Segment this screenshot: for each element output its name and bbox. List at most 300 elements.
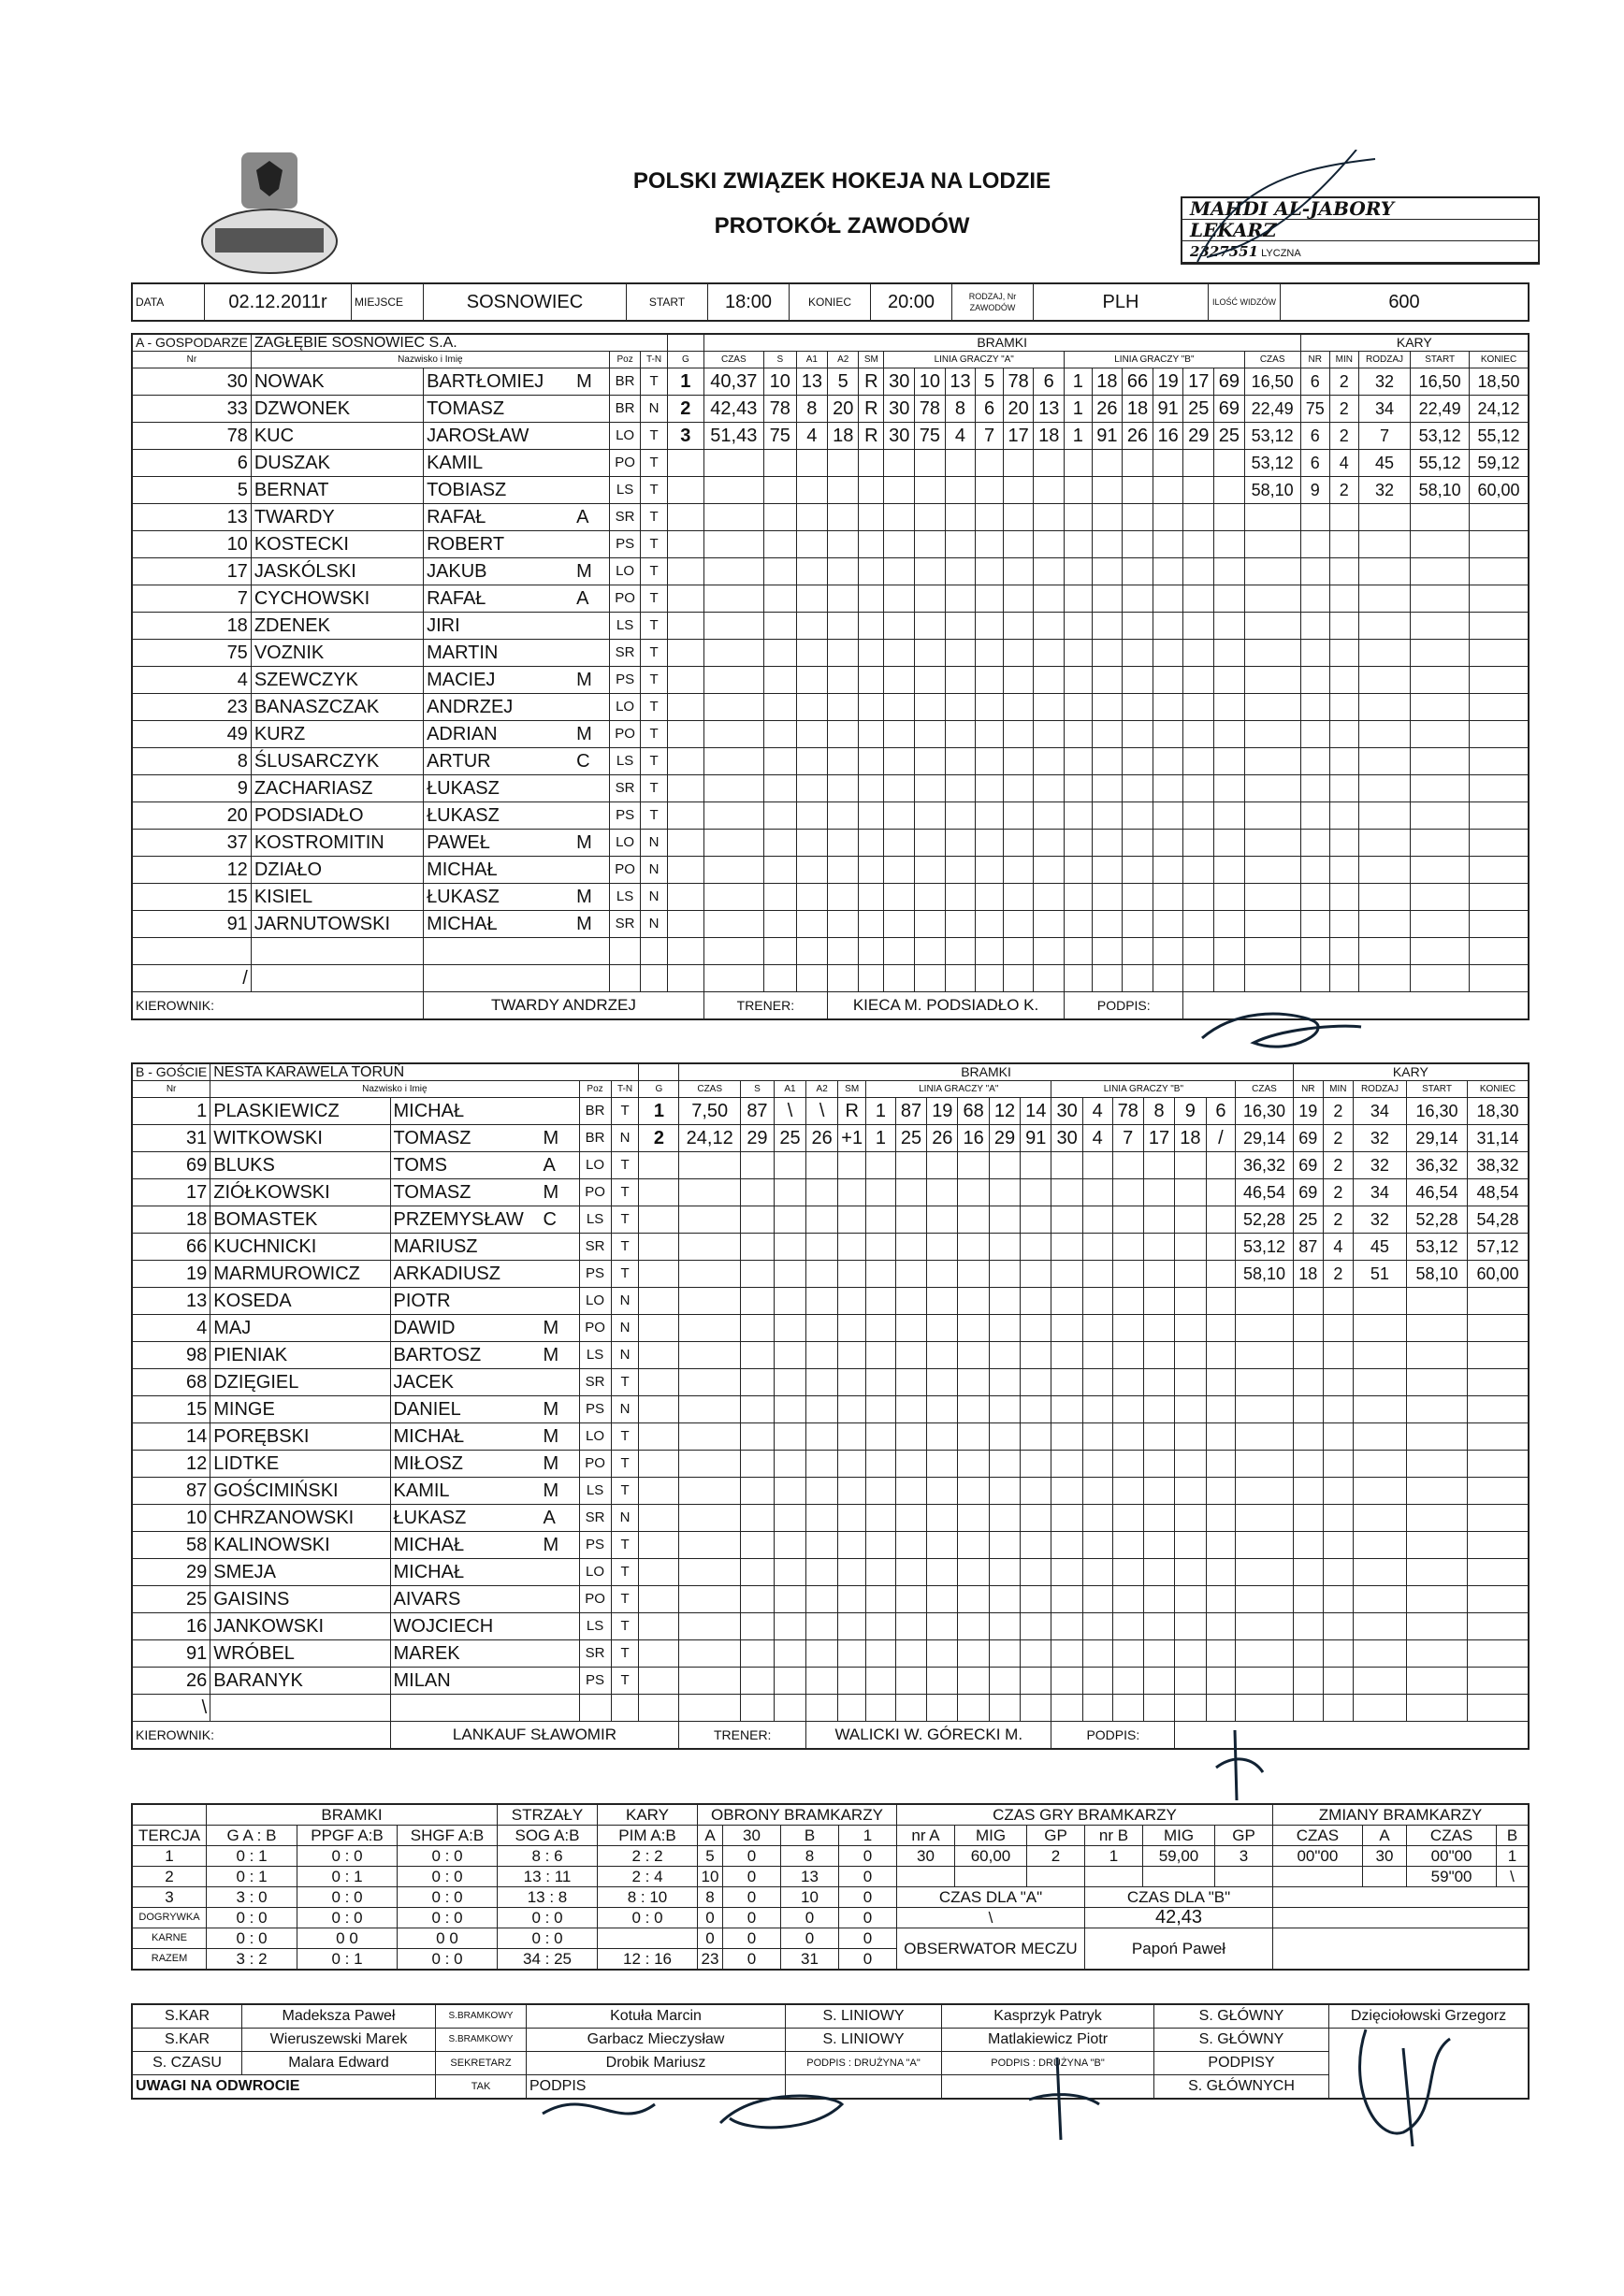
empty-line-cell [866, 1423, 896, 1451]
empty-line-cell [1183, 531, 1214, 558]
empty-penalty-cell [1358, 504, 1411, 531]
empty-penalty-cell [1323, 1559, 1353, 1586]
empty-line-cell [1021, 1451, 1051, 1478]
empty-goal-cell [774, 1640, 805, 1668]
empty-penalty-cell [1407, 1640, 1468, 1668]
empty-line-cell [1082, 1315, 1112, 1342]
player-role: M [576, 561, 592, 582]
line-b-player: 9 [1175, 1098, 1206, 1125]
penalty-start: 55,12 [1411, 450, 1470, 477]
empty-line-cell [1153, 965, 1183, 992]
player-first-name: ADRIAN [427, 724, 498, 744]
empty-goal-cell [806, 1369, 838, 1396]
player-row [132, 965, 1529, 992]
empty-line-cell [1021, 1288, 1051, 1315]
empty-penalty-cell [1323, 1396, 1353, 1423]
empty-penalty-cell [1329, 911, 1358, 938]
empty-line-cell [945, 585, 976, 613]
player-number: 6 [132, 450, 251, 477]
empty-line-cell [989, 1478, 1020, 1505]
empty-line-cell [1175, 1288, 1206, 1315]
empty-line-cell [1082, 1668, 1112, 1695]
player-position: LO [609, 423, 640, 450]
player-last-name: LIDTKE [210, 1451, 390, 1478]
empty-goal-cell [740, 1152, 774, 1179]
empty-penalty-cell [1329, 857, 1358, 884]
empty-goal-cell [703, 613, 763, 640]
penalty-end: 59,12 [1470, 450, 1529, 477]
empty-line-cell [1034, 775, 1065, 802]
empty-line-cell [1034, 830, 1065, 857]
empty-line-cell [1003, 721, 1034, 748]
header-name: Nazwisko i Imię [251, 352, 609, 368]
empty-line-cell [1021, 1478, 1051, 1505]
player-first-name-cell [390, 1234, 579, 1261]
penalty-player: 18 [1293, 1261, 1323, 1288]
empty-line-cell [1092, 775, 1123, 802]
empty-goal-cell [796, 694, 827, 721]
empty-line-cell [1065, 694, 1092, 721]
spectators-value: 600 [1281, 283, 1530, 321]
empty-penalty-cell [1353, 1396, 1406, 1423]
empty-line-cell [1183, 667, 1214, 694]
empty-penalty-cell [1407, 1396, 1468, 1423]
line-b-player: 91 [1153, 396, 1183, 423]
empty-goal-cell [774, 1342, 805, 1369]
empty-line-cell [989, 1342, 1020, 1369]
player-position: LO [609, 830, 640, 857]
summary-ga: 0 : 0 [207, 1908, 297, 1928]
empty-penalty-cell [1236, 1559, 1293, 1586]
empty-penalty-cell [1358, 667, 1411, 694]
player-first-name: AIVARS [393, 1589, 461, 1610]
empty-penalty-cell [1358, 938, 1411, 965]
sbr2-label: S.BRAMKOWY [436, 2029, 527, 2052]
empty-goal-cell [639, 1342, 679, 1369]
player-last-name: SMEJA [210, 1559, 390, 1586]
goal-scorer: 87 [740, 1098, 774, 1125]
empty-penalty-cell [1329, 775, 1358, 802]
empty-goal-cell [679, 1369, 741, 1396]
gk-migb: 59,00 [1143, 1846, 1215, 1867]
empty-line-cell [927, 1369, 958, 1396]
empty-goal-cell [838, 1234, 866, 1261]
empty-goal-cell [859, 531, 884, 558]
player-number: 15 [132, 1396, 210, 1423]
line-a-player: 8 [945, 396, 976, 423]
player-position: LO [579, 1152, 611, 1179]
player-role: M [576, 832, 592, 853]
uwagi-label: UWAGI NA ODWROCIE [132, 2075, 436, 2100]
empty-penalty-cell [1470, 640, 1529, 667]
empty-goal-cell [763, 802, 796, 830]
empty-goal-cell [806, 1668, 838, 1695]
empty-goal-cell [703, 640, 763, 667]
player-position: SR [579, 1234, 611, 1261]
empty-penalty-cell [1300, 613, 1329, 640]
empty-penalty-cell [1300, 884, 1329, 911]
empty-line-cell [1092, 830, 1123, 857]
summary-row [132, 1928, 1529, 1949]
player-number: 18 [132, 613, 251, 640]
line-b-player: 25 [1214, 423, 1245, 450]
empty-line-cell [1143, 1369, 1174, 1396]
empty-line-cell [1214, 531, 1245, 558]
goal-assist2: \ [806, 1098, 838, 1125]
empty-line-cell [1082, 1505, 1112, 1532]
empty-penalty-cell [1358, 585, 1411, 613]
empty-line-cell [989, 1505, 1020, 1532]
empty-penalty-cell [1244, 857, 1300, 884]
line-b-player: 18 [1092, 368, 1123, 396]
penalty-start: 58,10 [1407, 1261, 1468, 1288]
empty-line-cell [1183, 748, 1214, 775]
empty-line-cell [1175, 1342, 1206, 1369]
player-first-name: ARKADIUSZ [393, 1264, 500, 1284]
empty-line-cell [927, 1342, 958, 1369]
empty-line-cell [958, 1234, 989, 1261]
empty-goal-cell [796, 450, 827, 477]
empty-line-cell [1021, 1586, 1051, 1613]
empty-line-cell [1092, 884, 1123, 911]
empty-line-cell [1143, 1206, 1174, 1234]
empty-line-cell [884, 748, 915, 775]
empty-goal-cell [828, 613, 859, 640]
empty-line-cell [1112, 1613, 1143, 1640]
player-first-name: MICHAŁ [427, 914, 498, 934]
empty-goal-cell [806, 1478, 838, 1505]
goals-header: BRAMKI [703, 334, 1300, 352]
empty-line-cell [1051, 1234, 1082, 1261]
empty-goal-cell [774, 1369, 805, 1396]
empty-goal-cell [828, 775, 859, 802]
empty-line-cell [1051, 1613, 1082, 1640]
line-b-player: 66 [1123, 368, 1153, 396]
empty-penalty-cell [1293, 1532, 1323, 1559]
empty-line-cell [1175, 1179, 1206, 1206]
empty-penalty-cell [1329, 748, 1358, 775]
empty-line-cell [895, 1668, 926, 1695]
empty-penalty-cell [1467, 1288, 1529, 1315]
empty-penalty-cell [1407, 1668, 1468, 1695]
manager-name: TWARDY ANDRZEJ [424, 992, 704, 1020]
empty-line-cell [866, 1152, 896, 1179]
empty-line-cell [1143, 1342, 1174, 1369]
empty-line-cell [1175, 1234, 1206, 1261]
empty-line-cell [1065, 667, 1092, 694]
empty-line-cell [945, 667, 976, 694]
penalty-time: 58,10 [1244, 477, 1300, 504]
empty-line-cell [895, 1423, 926, 1451]
empty-goal-cell [828, 721, 859, 748]
empty-line-cell [1175, 1451, 1206, 1478]
empty-penalty-cell [1300, 938, 1329, 965]
player-number: 29 [132, 1559, 210, 1586]
player-row [132, 884, 1529, 911]
empty-line-cell [1003, 938, 1034, 965]
player-position: PS [579, 1532, 611, 1559]
player-last-name: DZWONEK [251, 396, 423, 423]
empty-line-cell [895, 1478, 926, 1505]
empty-penalty-cell [1467, 1532, 1529, 1559]
empty-goal-cell [667, 450, 703, 477]
empty-line-cell [989, 1234, 1020, 1261]
empty-penalty-cell [1358, 531, 1411, 558]
player-last-name: WITKOWSKI [210, 1125, 390, 1152]
empty-line-cell [1112, 1315, 1143, 1342]
player-last-name: TWARDY [251, 504, 423, 531]
empty-line-cell [1082, 1342, 1112, 1369]
empty-penalty-cell [1467, 1640, 1529, 1668]
sgl1-name: Dzięciołowski Grzegorz [1329, 2004, 1530, 2029]
empty-line-cell [945, 911, 976, 938]
player-tn: T [641, 775, 668, 802]
goals-header: BRAMKI [679, 1063, 1293, 1081]
empty-line-cell [1143, 1695, 1174, 1722]
empty-penalty-cell [1470, 558, 1529, 585]
player-last-name: JANKOWSKI [210, 1613, 390, 1640]
header-k_koniec: KONIEC [1470, 352, 1529, 368]
player-row [132, 423, 1529, 450]
empty-penalty-cell [1244, 938, 1300, 965]
sum-gp2-header: GP [1215, 1826, 1273, 1846]
empty-line-cell [1153, 721, 1183, 748]
empty-line-cell [1065, 857, 1092, 884]
player-first-name-cell [390, 1451, 579, 1478]
empty-line-cell [1051, 1206, 1082, 1234]
empty-line-cell [1206, 1532, 1236, 1559]
player-first-name-cell [424, 585, 610, 613]
player-row [132, 1505, 1529, 1532]
line-b-player: 69 [1214, 396, 1245, 423]
sum-b-header: B [781, 1826, 839, 1846]
empty-goal-cell [838, 1586, 866, 1613]
summary-pp: 0 : 0 [297, 1846, 398, 1867]
header-k_min: MIN [1323, 1081, 1353, 1098]
empty-penalty-cell [1470, 667, 1529, 694]
penalty-time: 52,28 [1236, 1206, 1293, 1234]
player-number: 33 [132, 396, 251, 423]
empty-goal-cell [679, 1532, 741, 1559]
player-number: 58 [132, 1532, 210, 1559]
goal-assist2: 18 [828, 423, 859, 450]
empty-goal-cell [679, 1342, 741, 1369]
empty-penalty-cell [1411, 640, 1470, 667]
time-b-label: CZAS DLA "B" [1085, 1887, 1273, 1908]
empty-line-cell [1065, 965, 1092, 992]
empty-line-cell [915, 531, 946, 558]
coach-name: WALICKI W. GÓRECKI M. [806, 1722, 1051, 1750]
empty-line-cell [1206, 1261, 1236, 1288]
empty-line-cell [1082, 1613, 1112, 1640]
player-role: M [576, 670, 592, 690]
empty-line-cell [915, 721, 946, 748]
summary-sog: 13 : 8 [498, 1887, 598, 1908]
empty-penalty-cell [1470, 748, 1529, 775]
empty-line-cell [895, 1342, 926, 1369]
empty-line-cell [1183, 558, 1214, 585]
empty-penalty-cell [1411, 775, 1470, 802]
empty-goal-cell [774, 1559, 805, 1586]
empty-goal-cell [838, 1206, 866, 1234]
empty-line-cell [1065, 450, 1092, 477]
empty-penalty-cell [1236, 1613, 1293, 1640]
empty-line-cell [989, 1640, 1020, 1668]
empty-line-cell [976, 450, 1003, 477]
player-row [132, 1315, 1529, 1342]
penalty-minutes: 4 [1323, 1234, 1353, 1261]
player-tn: T [641, 613, 668, 640]
goal-situation: +1 [838, 1125, 866, 1152]
player-number: 12 [132, 857, 251, 884]
empty-line-cell [1153, 830, 1183, 857]
empty-goal-cell [639, 1369, 679, 1396]
summary-sh: 0 : 0 [398, 1949, 498, 1971]
empty-line-cell [1214, 911, 1245, 938]
gk-empty [1085, 1867, 1143, 1887]
empty-line-cell [989, 1586, 1020, 1613]
empty-line-cell [976, 911, 1003, 938]
empty-penalty-cell [1407, 1532, 1468, 1559]
empty-penalty-cell [1293, 1288, 1323, 1315]
empty-line-cell [1112, 1423, 1143, 1451]
player-number: 20 [132, 802, 251, 830]
empty-line-cell [1175, 1695, 1206, 1722]
summary-oa2: 0 [723, 1949, 781, 1971]
player-position [609, 965, 640, 992]
empty-line-cell [1143, 1478, 1174, 1505]
empty-goal-cell [703, 504, 763, 531]
player-last-name: JARNUTOWSKI [251, 911, 423, 938]
player-position: LS [579, 1206, 611, 1234]
empty-line-cell [1153, 694, 1183, 721]
period-label: 1 [132, 1846, 207, 1867]
skar1-name: Madeksza Paweł [242, 2004, 436, 2029]
penalty-minutes: 2 [1323, 1261, 1353, 1288]
sum-zczas2-header: CZAS [1407, 1826, 1497, 1846]
header-linia_a: LINIA GRACZY "A" [884, 352, 1065, 368]
line-a-player: 25 [895, 1125, 926, 1152]
empty-line-cell [976, 884, 1003, 911]
empty-line-cell [1003, 640, 1034, 667]
empty-line-cell [976, 585, 1003, 613]
empty-line-cell [915, 830, 946, 857]
empty-line-cell [1123, 477, 1153, 504]
slin2-label: S. LINIOWY [786, 2029, 942, 2052]
empty-line-cell [866, 1342, 896, 1369]
summary-ob2: 0 [839, 1949, 897, 1971]
empty-line-cell [1206, 1288, 1236, 1315]
empty-line-cell [915, 585, 946, 613]
player-tn: T [641, 477, 668, 504]
player-first-name-cell [424, 640, 610, 667]
player-last-name: KUC [251, 423, 423, 450]
line-b-player: 7 [1112, 1125, 1143, 1152]
penalty-player: 25 [1293, 1206, 1323, 1234]
empty-goal-cell [703, 450, 763, 477]
penalty-minutes: 2 [1323, 1125, 1353, 1152]
empty-goal-cell [774, 1478, 805, 1505]
player-first-name-cell [390, 1668, 579, 1695]
empty-line-cell [1021, 1532, 1051, 1559]
empty-goal-cell [667, 748, 703, 775]
empty-penalty-cell [1470, 938, 1529, 965]
empty-line-cell [1175, 1396, 1206, 1423]
penalty-type: 32 [1358, 477, 1411, 504]
player-first-name: MICHAŁ [427, 859, 498, 880]
empty-goal-cell [679, 1288, 741, 1315]
empty-penalty-cell [1411, 965, 1470, 992]
empty-line-cell [1051, 1451, 1082, 1478]
empty-line-cell [884, 721, 915, 748]
empty-penalty-cell [1353, 1586, 1406, 1613]
empty-line-cell [1183, 802, 1214, 830]
empty-goal-cell [679, 1315, 741, 1342]
player-first-name: TOBIASZ [427, 480, 507, 500]
penalty-start: 53,12 [1407, 1234, 1468, 1261]
empty-line-cell [989, 1179, 1020, 1206]
empty-penalty-cell [1329, 531, 1358, 558]
player-row [132, 613, 1529, 640]
empty-line-cell [1123, 857, 1153, 884]
empty-goal-cell [806, 1559, 838, 1586]
summary-pim: 8 : 10 [598, 1887, 698, 1908]
summary-pim: 2 : 2 [598, 1846, 698, 1867]
summary-oa2: 0 [723, 1867, 781, 1887]
home-team-table [131, 333, 1530, 1020]
player-first-name-cell [390, 1342, 579, 1369]
penalty-player: 19 [1293, 1098, 1323, 1125]
empty-goal-cell [639, 1206, 679, 1234]
goal-assist2: 5 [828, 368, 859, 396]
header-k_nr: NR [1293, 1081, 1323, 1098]
player-role: C [576, 751, 590, 772]
empty-line-cell [1153, 775, 1183, 802]
empty-line-cell [1065, 830, 1092, 857]
player-row [132, 1613, 1529, 1640]
summary-oa: 5 [698, 1846, 723, 1867]
empty-line-cell [1206, 1206, 1236, 1234]
empty-line-cell [1206, 1234, 1236, 1261]
empty-line-cell [1112, 1451, 1143, 1478]
player-tn: T [641, 558, 668, 585]
document-subtitle: PROTOKÓŁ ZAWODÓW [714, 213, 970, 238]
goal-number: 2 [639, 1125, 679, 1152]
empty-goal-cell [763, 694, 796, 721]
player-first-name-cell [390, 1396, 579, 1423]
empty-line-cell [1082, 1261, 1112, 1288]
empty-goal-cell [667, 884, 703, 911]
empty-line-cell [895, 1152, 926, 1179]
line-a-player: 16 [958, 1125, 989, 1152]
empty-goal-cell [703, 558, 763, 585]
empty-line-cell [884, 613, 915, 640]
empty-line-cell [1065, 504, 1092, 531]
empty-line-cell [1051, 1695, 1082, 1722]
header-nr: Nr [132, 352, 251, 368]
empty-goal-cell [796, 640, 827, 667]
empty-goal-cell [828, 857, 859, 884]
empty-goal-cell [703, 938, 763, 965]
penalty-time: 53,12 [1244, 450, 1300, 477]
player-last-name: KALINOWSKI [210, 1532, 390, 1559]
player-last-name: CHRZANOWSKI [210, 1505, 390, 1532]
player-first-name-cell [390, 1288, 579, 1315]
empty-line-cell [958, 1315, 989, 1342]
empty-line-cell [895, 1586, 926, 1613]
empty-goal-cell [806, 1505, 838, 1532]
empty-line-cell [1112, 1559, 1143, 1586]
